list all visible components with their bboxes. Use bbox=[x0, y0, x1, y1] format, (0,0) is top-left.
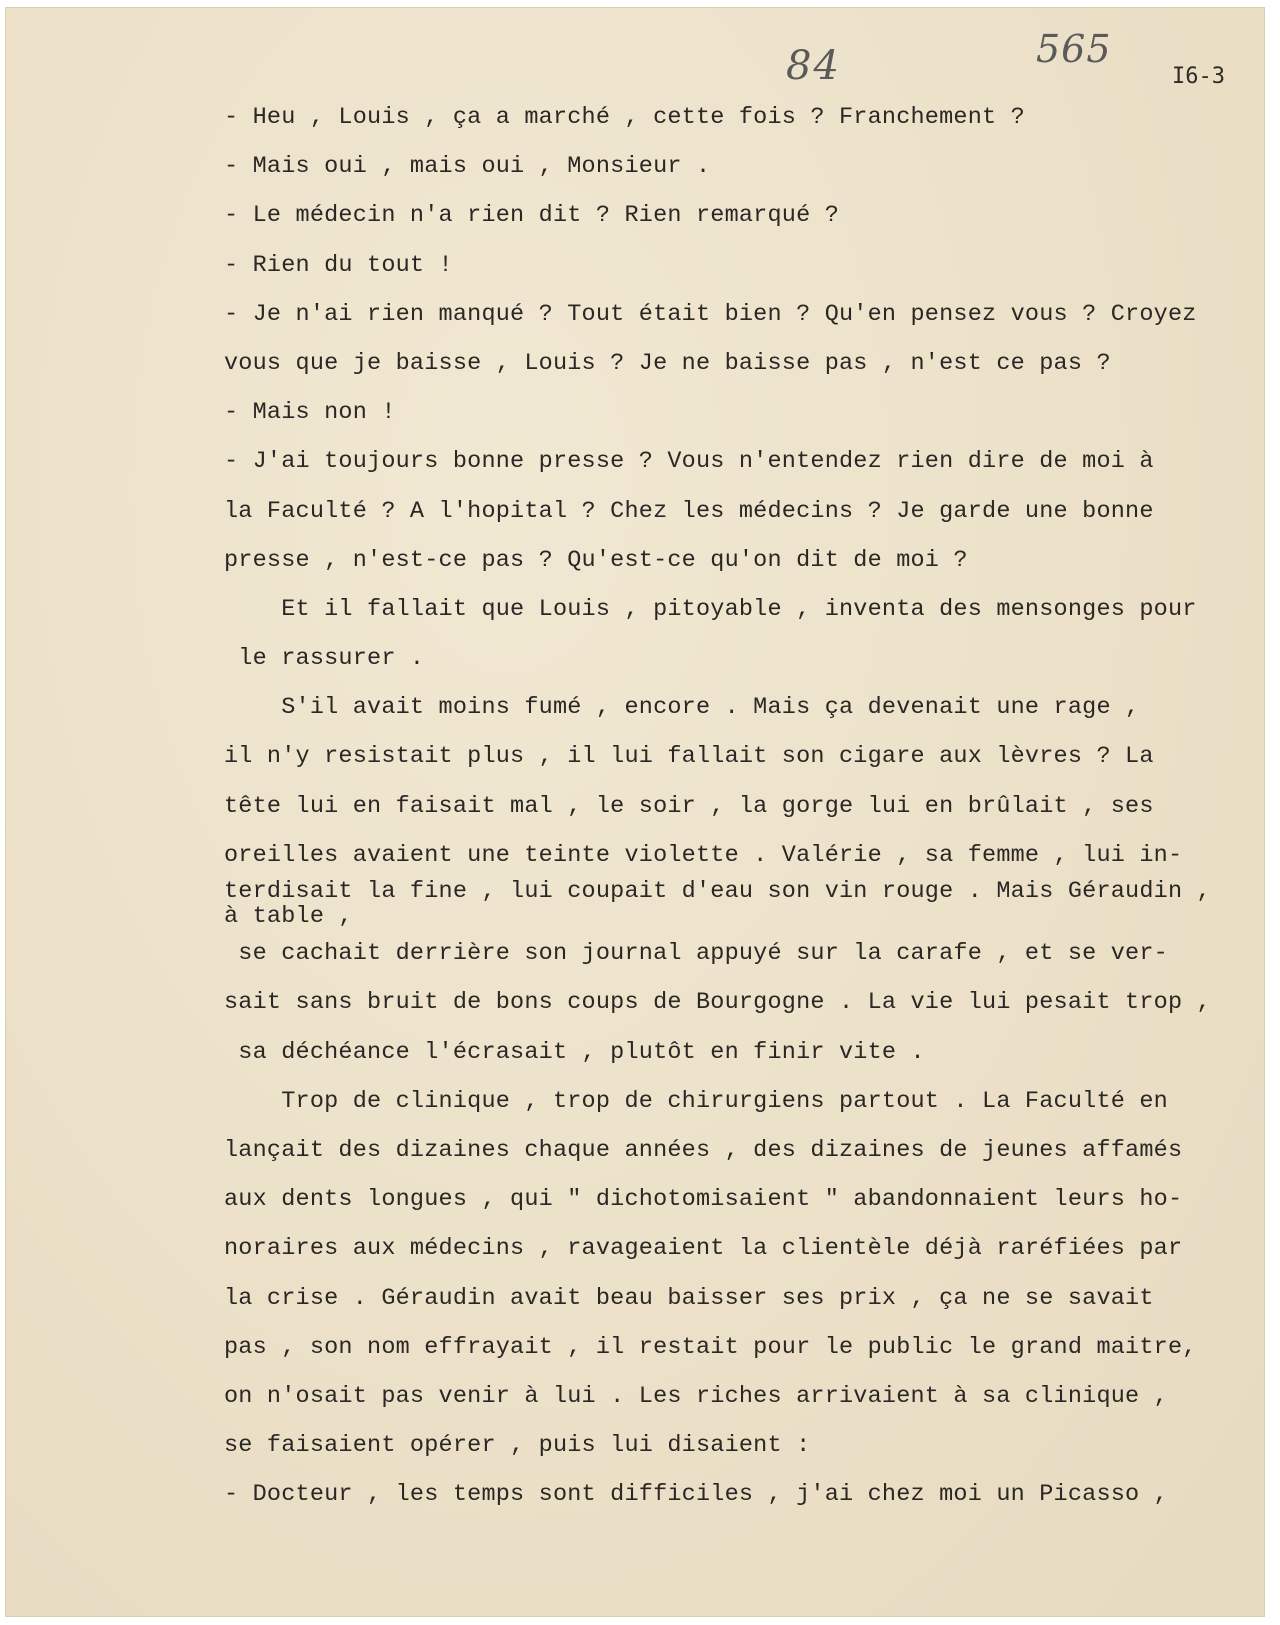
text-line: Trop de clinique , trop de chirurgiens partout . La Faculté en bbox=[224, 1087, 1168, 1115]
text-line: tête lui en faisait mal , le soir , la gorge lui en brûlait , ses bbox=[224, 792, 1154, 820]
typed-body-text bbox=[224, 93, 1244, 1519]
text-line: lançait des dizaines chaque années , des dizaines de jeunes affamés bbox=[224, 1136, 1183, 1164]
text-line: - Mais non ! bbox=[224, 399, 396, 427]
text-line: sa déchéance l'écrasait , plutôt en finir vite . bbox=[224, 1038, 925, 1066]
text-line: terdisait la fine , lui coupait d'eau son vin rouge . Mais Géraudin , bbox=[224, 878, 1211, 905]
handwritten-archive-number: 565 bbox=[1036, 27, 1112, 71]
text-line: il n'y resistait plus , il lui fallait son cigare aux lèvres ? La bbox=[224, 743, 1154, 771]
text-line: pas , son nom effrayait , il restait pour le public le grand maitre, bbox=[224, 1333, 1197, 1361]
text-line: on n'osait pas venir à lui . Les riches arrivaient à sa clinique , bbox=[224, 1382, 1168, 1410]
text-line: se faisaient opérer , puis lui disaient : bbox=[224, 1432, 811, 1460]
text-line: - Je n'ai rien manqué ? Tout était bien ? Qu'en pensez vous ? Croyez bbox=[224, 300, 1197, 328]
text-line: vous que je baisse , Louis ? Je ne baisse pas , n'est ce pas ? bbox=[224, 349, 1111, 377]
text-line: S'il avait moins fumé , encore . Mais ça devenait une rage , bbox=[224, 694, 1140, 722]
text-line: - Le médecin n'a rien dit ? Rien remarqué ? bbox=[224, 202, 839, 230]
text-line: - Heu , Louis , ça a marché , cette fois ? Franchement ? bbox=[224, 104, 1025, 131]
text-line: - Docteur , les temps sont difficiles , j'ai chez moi un Picasso , bbox=[224, 1481, 1168, 1509]
text-line: la crise . Géraudin avait beau baisser ses prix , ça ne se savait bbox=[224, 1284, 1154, 1312]
text-line: - J'ai toujours bonne presse ? Vous n'entendez rien dire de moi à bbox=[224, 448, 1154, 476]
text-line: - Rien du tout ! bbox=[224, 251, 453, 279]
text-line: la Faculté ? A l'hopital ? Chez les médecins ? Je garde une bonne bbox=[224, 497, 1154, 525]
text-line: le rassurer . bbox=[224, 645, 425, 673]
text-line: noraires aux médecins , ravageaient la clientèle déjà raréfiées par bbox=[224, 1235, 1183, 1263]
text-line: sait sans bruit de bons coups de Bourgogne . La vie lui pesait trop , bbox=[224, 989, 1211, 1017]
text-line: aux dents longues , qui " dichotomisaient " abandonnaient leurs ho- bbox=[224, 1186, 1183, 1214]
text-line: - Mais oui , mais oui , Monsieur . bbox=[224, 153, 711, 181]
text-line: oreilles avaient une teinte violette . Valérie , sa femme , lui in- bbox=[224, 841, 1183, 869]
text-line-inserted: à table , bbox=[224, 903, 353, 930]
text-line: presse , n'est-ce pas ? Qu'est-ce qu'on dit de moi ? bbox=[224, 546, 968, 574]
typed-folio-number: I6-3 bbox=[1172, 64, 1225, 89]
text-line: Et il fallait que Louis , pitoyable , inventa des mensonges pour bbox=[224, 595, 1197, 623]
text-line: se cachait derrière son journal appuyé sur la carafe , et se ver- bbox=[224, 940, 1168, 968]
handwritten-page-number: 84 bbox=[786, 43, 841, 89]
